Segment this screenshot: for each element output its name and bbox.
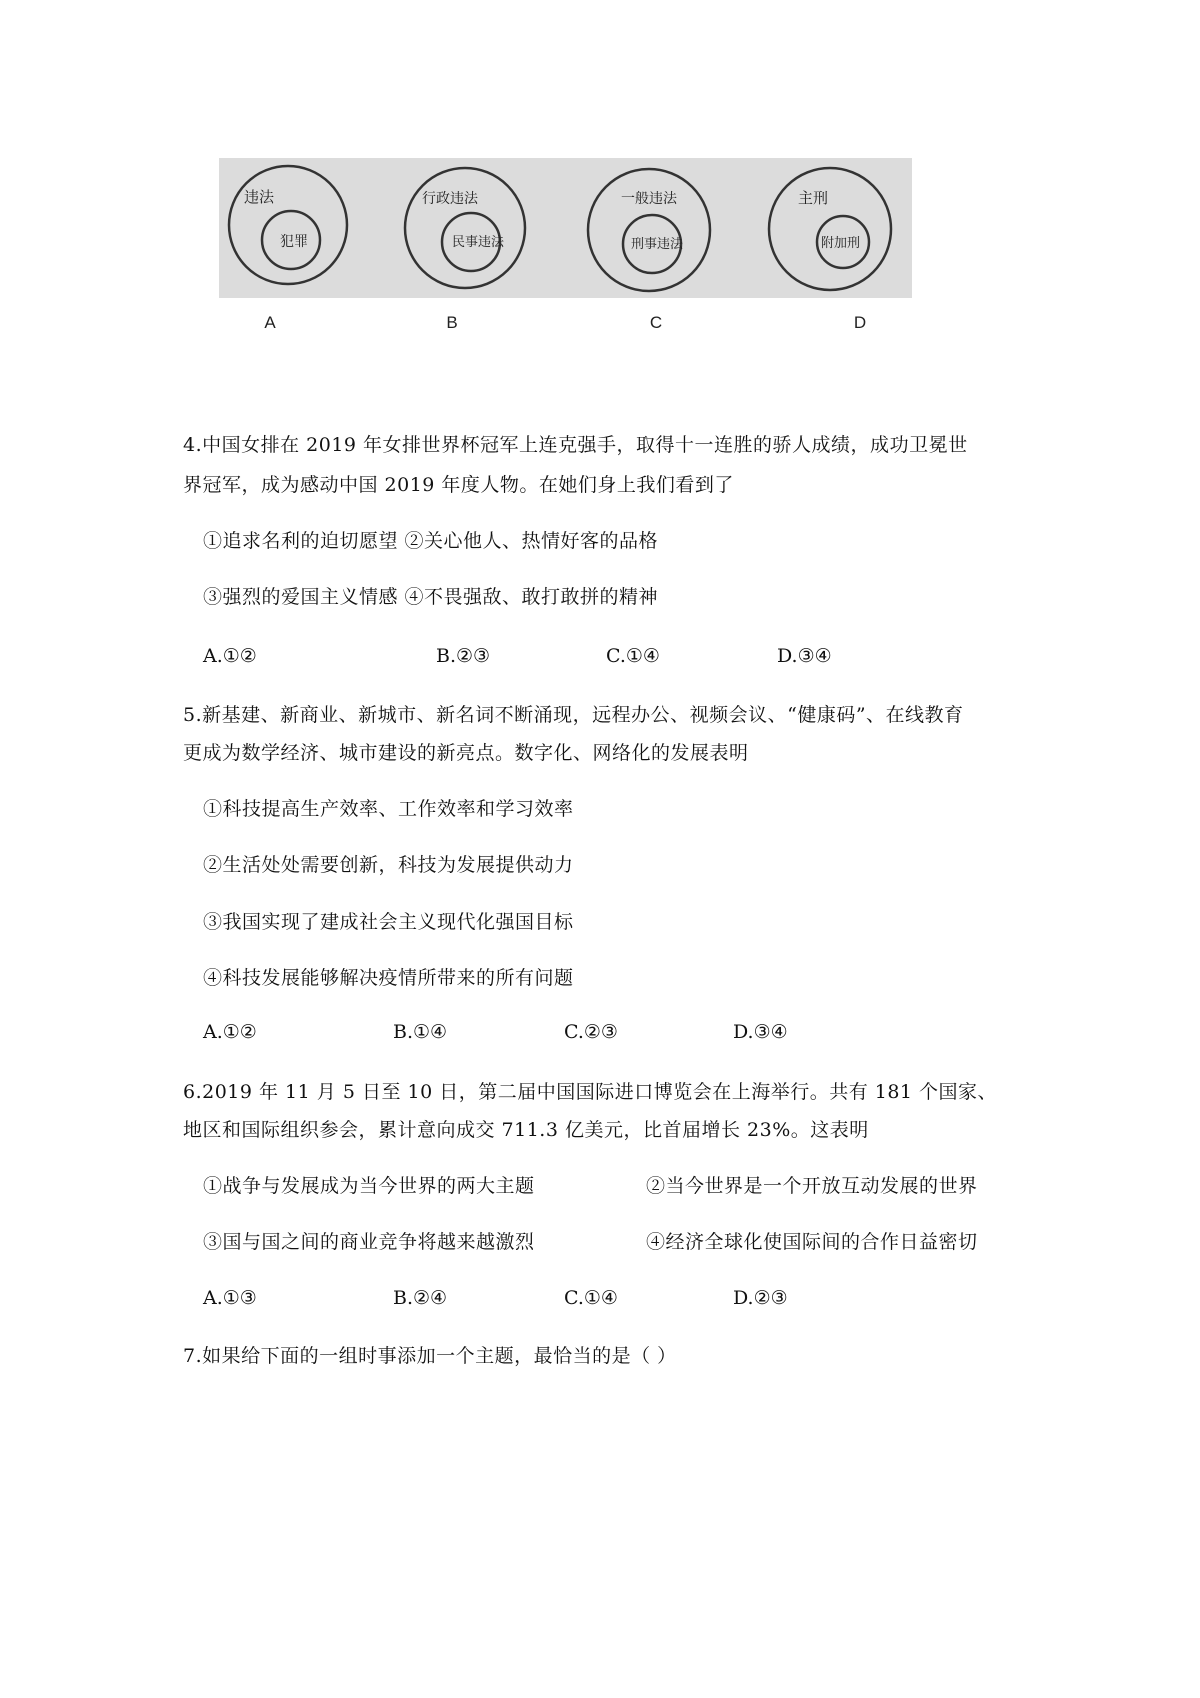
diagram-b-outer-text: 行政违法: [422, 191, 478, 207]
diagram-d-outer-text: 主刑: [798, 189, 829, 207]
q5-option-b: B.①④: [393, 1021, 448, 1043]
diagram-d: [769, 168, 891, 290]
diagram-a-outer-circle: [229, 166, 347, 284]
q4-statements-line1: ①追求名利的迫切愿望 ②关心他人、热情好客的品格: [203, 530, 659, 552]
q4-statements-line2: ③强烈的爱国主义情感 ④不畏强敌、敢打敢拼的精神: [203, 586, 659, 608]
venn-diagrams: [219, 158, 912, 298]
diagram-b: [405, 168, 525, 288]
diagram-c-inner-text: 刑事违法: [631, 237, 684, 252]
venn-diagram-strip: [219, 158, 912, 298]
diagram-a: [229, 166, 347, 284]
q5-statement-4: ④科技发展能够解决疫情所带来的所有问题: [203, 967, 574, 989]
q5-option-d: D.③④: [733, 1021, 788, 1043]
diagram-label-b: B: [446, 313, 458, 332]
q6-option-a: A.①③: [203, 1287, 257, 1309]
diagram-d-inner-text: 附加刑: [821, 236, 861, 251]
q6-stem-line2: 地区和国际组织参会，累计意向成交 711.3 亿美元，比首届增长 23%。这表明: [183, 1119, 869, 1141]
diagram-c: [588, 169, 710, 291]
q4-option-a: A.①②: [203, 645, 257, 667]
q4-option-d: D.③④: [777, 645, 832, 667]
diagram-a-outer-text: 违法: [244, 188, 275, 206]
q7-stem: 7.如果给下面的一组时事添加一个主题，最恰当的是（ ）: [183, 1345, 677, 1367]
q6-option-b: B.②④: [393, 1287, 448, 1309]
q5-option-c: C.②③: [564, 1021, 618, 1043]
q5-stem-line2: 更成为数学经济、城市建设的新亮点。数字化、网络化的发展表明: [183, 742, 749, 764]
q6-option-c: C.①④: [564, 1287, 618, 1309]
q4-option-c: C.①④: [606, 645, 660, 667]
diagram-a-inner-text: 犯罪: [280, 234, 308, 250]
q6-statement-2: ②当今世界是一个开放互动发展的世界: [646, 1175, 978, 1197]
diagram-label-c: C: [649, 313, 663, 332]
diagram-label-d: D: [853, 313, 867, 332]
diagram-d-outer-circle: [769, 168, 891, 290]
q6-statement-4: ④经济全球化使国际间的合作日益密切: [646, 1231, 978, 1253]
q4-option-b: B.②③: [436, 645, 491, 667]
diagram-b-inner-text: 民事违法: [452, 235, 505, 250]
q5-statement-3: ③我国实现了建成社会主义现代化强国目标: [203, 911, 574, 933]
q4-stem-line1: 4.中国女排在 2019 年女排世界杯冠军上连克强手，取得十一连胜的骄人成绩，成功卫冕世: [183, 434, 968, 456]
q6-stem-line1: 6.2019 年 11 月 5 日至 10 日，第二届中国国际进口博览会在上海举行。共有 181 个国家、: [183, 1081, 998, 1103]
q5-statement-2: ②生活处处需要创新，科技为发展提供动力: [203, 854, 574, 876]
q5-option-a: A.①②: [203, 1021, 257, 1043]
q4-stem-line2: 界冠军，成为感动中国 2019 年度人物。在她们身上我们看到了: [183, 474, 734, 496]
q6-statement-1: ①战争与发展成为当今世界的两大主题: [203, 1175, 535, 1197]
q6-statement-3: ③国与国之间的商业竞争将越来越激烈: [203, 1231, 535, 1253]
q5-statement-1: ①科技提高生产效率、工作效率和学习效率: [203, 798, 574, 820]
q5-stem-line1: 5.新基建、新商业、新城市、新名词不断涌现，远程办公、视频会议、“健康码”、在线教育: [183, 704, 964, 726]
q6-option-d: D.②③: [733, 1287, 788, 1309]
diagram-c-outer-text: 一般违法: [621, 191, 677, 207]
diagram-label-a: A: [264, 313, 276, 332]
